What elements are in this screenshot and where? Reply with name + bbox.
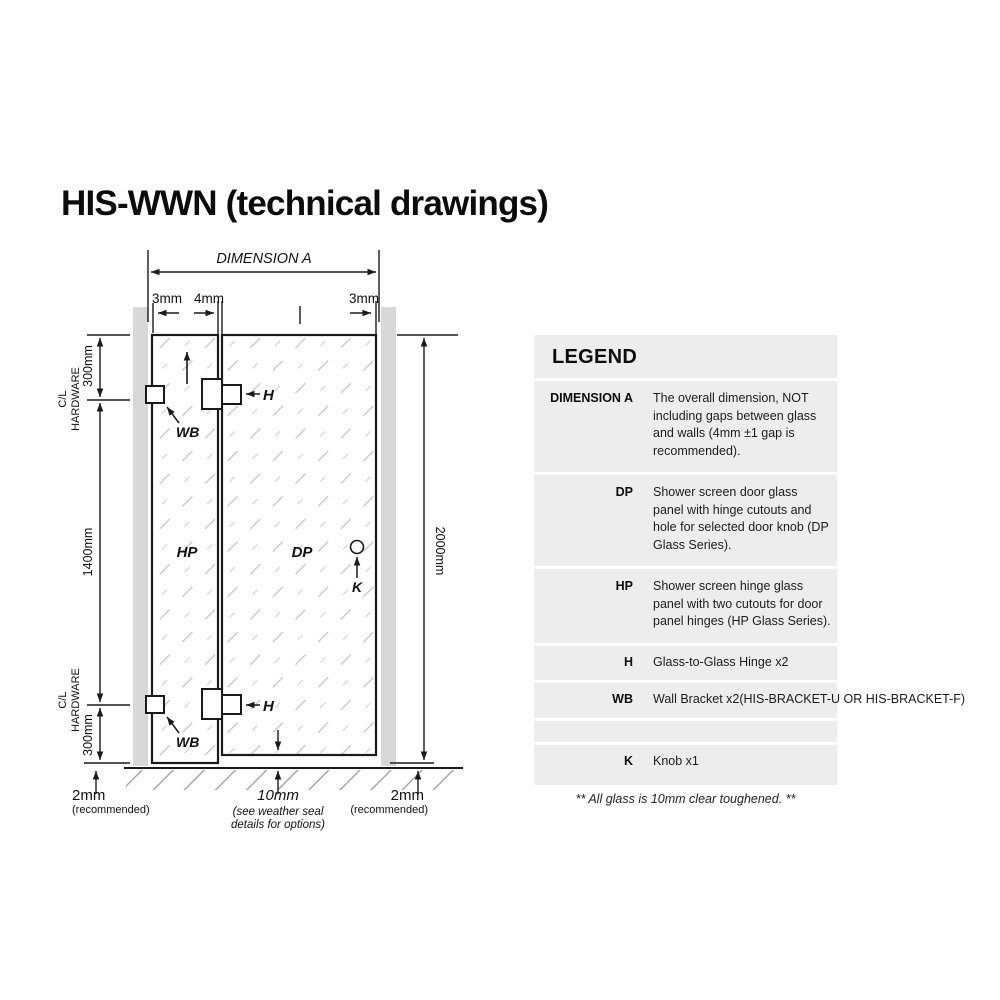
legend-row-hp	[534, 566, 837, 643]
legend-definition: Wall Bracket x2(HIS-BRACKET-U OR HIS-BRACKET-F)	[653, 692, 966, 706]
legend-row-dp	[534, 472, 837, 566]
wall-bracket-top-label: WB	[176, 424, 200, 440]
bottom-right-note: (recommended)	[350, 804, 428, 816]
legend-term: HP	[615, 579, 633, 593]
legend-row-dimension-a	[534, 378, 837, 472]
gap-left-label: 3mm	[152, 291, 182, 306]
bottom-mid-value: 10mm	[257, 787, 299, 804]
bottom-mid-note-line2: details for options)	[231, 819, 325, 831]
cl-hardware-bottom-line1: C/L	[57, 691, 69, 709]
wall-right	[381, 307, 396, 766]
panel-dp-label: DP	[291, 544, 313, 561]
legend-definition	[653, 721, 831, 742]
gap-middle-label: 4mm	[194, 291, 224, 306]
legend-term	[534, 721, 633, 742]
legend-term: DP	[615, 485, 633, 499]
bottom-mid-note-line1: (see weather seal	[232, 806, 324, 818]
legend-definition: Shower screen door glass panel with hinge cutouts and hole for selected door knob (DP Glass Series).	[653, 485, 829, 552]
bottom-left-value: 2mm	[72, 787, 106, 804]
legend-row-empty	[534, 718, 837, 742]
knob-label: K	[351, 579, 363, 595]
legend-term: WB	[612, 692, 633, 706]
dim-1400-label: 1400mm	[81, 527, 95, 577]
wall-bracket-top	[146, 386, 164, 403]
legend-definition: The overall dimension, NOT including gaps between glass and walls (4mm ±1 gap is recommended).	[653, 391, 817, 458]
legend-definition: Glass-to-Glass Hinge x2	[653, 654, 789, 669]
dimension-a-label: DIMENSION A	[216, 251, 312, 267]
hinge-bottom-label: H	[263, 698, 274, 715]
panel-hp-label: HP	[176, 544, 198, 561]
legend-section	[534, 335, 966, 806]
legend-row-k	[534, 742, 837, 786]
cl-hardware-bottom-line2: HARDWARE	[70, 668, 82, 732]
legend-row-wb	[534, 680, 966, 718]
legend-term: K	[623, 753, 633, 768]
legend-definition: Knob x1	[653, 753, 699, 768]
gap-dimension-lines	[153, 301, 376, 334]
legend-term: H	[623, 654, 633, 669]
page-title: HIS-WWN (technical drawings)	[61, 184, 549, 223]
wall-bracket-bottom-label: WB	[176, 734, 200, 750]
legend-definition: Shower screen hinge glass panel with two cutouts for door panel hinges (HP Glass Series).	[653, 579, 831, 628]
cl-hardware-top-line2: HARDWARE	[70, 367, 82, 431]
dim-300-top-label: 300mm	[81, 345, 95, 387]
dim-300-bottom-label: 300mm	[81, 714, 95, 756]
bottom-left-note: (recommended)	[72, 804, 150, 816]
legend-box	[534, 335, 966, 785]
legend-footnote: ** All glass is 10mm clear toughened. **	[575, 792, 796, 806]
wall-bracket-bottom	[146, 696, 164, 713]
dim-2000-label: 2000mm	[433, 526, 447, 576]
legend-term: DIMENSION A	[550, 391, 633, 405]
legend-heading: LEGEND	[552, 346, 638, 368]
legend-row-h	[534, 643, 837, 681]
knob-circle	[351, 541, 364, 554]
cl-hardware-top-line1: C/L	[57, 390, 69, 408]
bottom-right-value: 2mm	[390, 787, 424, 804]
hinge-top-label: H	[263, 387, 274, 404]
gap-right-label: 3mm	[349, 291, 379, 306]
